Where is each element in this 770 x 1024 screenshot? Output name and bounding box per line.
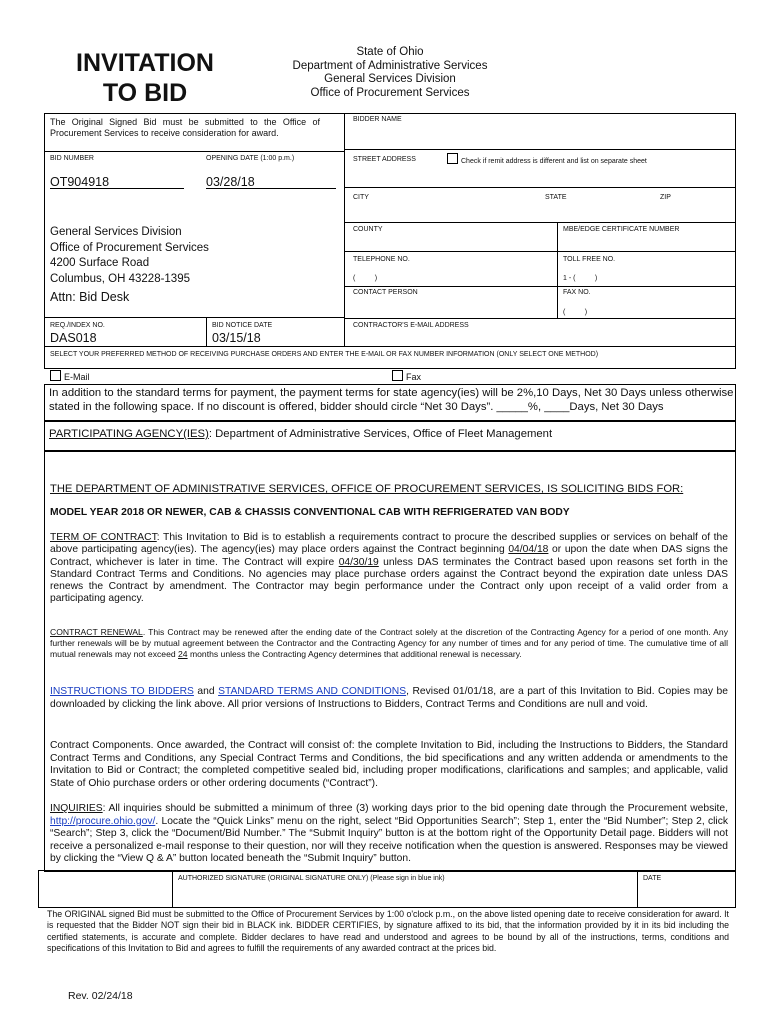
fax-method-checkbox[interactable]: Fax [392, 370, 421, 382]
contractor-email-field[interactable]: CONTRACTOR'S E-MAIL ADDRESS [353, 322, 469, 329]
bid-number: OT904918 [50, 175, 110, 189]
instructions-paragraph: INSTRUCTIONS TO BIDDERS and STANDARD TERMS AND CONDITIONS, Revised 01/01/18, are a part of this Invitation to Bid. Copies may be downloaded by clicking the link above. All prior versions of Instructions to Bidders, Contract Terms and Conditions are null and void. [50, 686, 728, 710]
street-address-field[interactable]: STREET ADDRESS [353, 156, 416, 163]
document-title: INVITATION TO BID [76, 49, 214, 107]
remit-address-checkbox[interactable]: Check if remit address is different and list on separate sheet [447, 153, 647, 165]
mailing-address: General Services Division Office of Procurement Services 4200 Surface Road Columbus, OH 43228-1395 [50, 226, 209, 285]
payment-terms: In addition to the standard terms for payment, the payment terms for state agency(ies) will be 2%,10 Days, Net 30 Days unless otherwise stated in the following space. If no discount is offered, bidder should circle “Net 30 Days”. _____%, ____Days, Net 30 Days [49, 387, 734, 413]
solicited-item: MODEL YEAR 2018 OR NEWER, CAB & CHASSIS CONVENTIONAL CAB WITH REFRIGERATED VAN BODY [50, 507, 570, 518]
req-index-value: DAS018 [50, 331, 97, 345]
bid-notice-label: BID NOTICE DATE [212, 322, 273, 329]
agency-header: State of Ohio Department of Administrative Services General Services Division Office of Procurement Services [292, 46, 488, 99]
inquiries-paragraph: INQUIRIES: All inquiries should be submitted a minimum of three (3) working days prior to the bid opening date through the Procurement website, http://procure.ohio.gov/. Locate the “Quick Links” menu on the right, select “Bid Opportunities Search”; Step 1, enter the “Bid Number”; Step 2, click “Search”; Step 3, click the “Document/Bid Number.” The “Submit Inquiry” button is at the bottom right of the Opportunity Detail page. Bidders will not receive a personalized e-mail response to their question, nor will they receive notification when the question is answered. Responses may be viewed by clicking the “View Q & A” button located beneath the “Submit Inquiry” button. [50, 803, 728, 864]
authorized-signature-field[interactable]: AUTHORIZED SIGNATURE (ORIGINAL SIGNATURE ONLY) (Please sign in blue ink) [178, 875, 445, 882]
bidder-name-field[interactable]: BIDDER NAME [353, 116, 402, 123]
checkbox-icon [392, 370, 403, 381]
receive-method-label: SELECT YOUR PREFERRED METHOD OF RECEIVING PURCHASE ORDERS AND ENTER THE E-MAIL OR FAX NUMBER INFORMATION (ONLY SELECT ONE METHOD) [50, 351, 599, 358]
fax-field[interactable]: FAX NO. [563, 289, 591, 296]
submission-note: The Original Signed Bid must be submitted to the Office of Procurement Services to receive consideration for award. [50, 117, 320, 138]
toll-free-area: 1 - ( ) [563, 275, 598, 282]
standard-terms-link[interactable]: STANDARD TERMS AND CONDITIONS [218, 686, 407, 697]
fax-area: ( ) [563, 309, 588, 316]
bid-notice-value: 03/15/18 [212, 331, 261, 345]
contract-renewal: CONTRACT RENEWAL. This Contract may be renewed after the ending date of the Contract solely at the discretion of the Contracting Agency for a period of one month. Any further renewals will be by mutual agreement between the Contractor and the Contracting Agency for any number of times and for any period of time. The cumulative time of all mutual renewals may not exceed 24 months unless the Contracting Agency determines that additional renewal is necessary. [50, 627, 728, 659]
zip-field[interactable]: ZIP [660, 194, 671, 201]
attn-line: Attn: Bid Desk [50, 290, 130, 304]
procurement-website-link[interactable]: http://procure.ohio.gov/ [50, 815, 156, 827]
email-method-checkbox[interactable]: E-Mail [50, 370, 90, 382]
opening-date-label: OPENING DATE (1:00 p.m.) [206, 155, 295, 162]
bid-number-label: BID NUMBER [50, 155, 94, 162]
term-of-contract: TERM OF CONTRACT: This Invitation to Bid is to establish a requirements contract to procure the described supplies or services on behalf of the above participating agency(ies). The agency(ies) may place orders against the Contract beginning 04/04/18 or upon the date when DAS signs the Contract, whichever is later in time. The Contract will expire 04/30/19 unless DAS terminates the Contract based upon reasons set forth in the Standard Contract Terms and Conditions. No agencies may place purchase orders against the Contract beyond the expiration date unless DAS renews the Contract by amendment. The Contractor may begin performance under the Contract only upon receipt of a valid order from a participating agency. [50, 532, 729, 605]
mbe-certificate-field[interactable]: MBE/EDGE CERTIFICATE NUMBER [563, 226, 680, 233]
contact-person-field[interactable]: CONTACT PERSON [353, 289, 418, 296]
county-field[interactable]: COUNTY [353, 226, 383, 233]
checkbox-icon [50, 370, 61, 381]
revision-date: Rev. 02/24/18 [68, 990, 133, 1002]
opening-date: 03/28/18 [206, 175, 255, 189]
participating-agency: PARTICIPATING AGENCY(IES): Department of Administrative Services, Office of Fleet Management [49, 428, 553, 440]
footer-certification: The ORIGINAL signed Bid must be submitted to the Office of Procurement Services by 1:00 o'clock p.m., on the above listed opening date to receive consideration for award. It is requested that the Bidder NOT sign their bid in BLACK ink. BIDDER CERTIFIES, by signature affixed to its bid, that the information provided by it in its bid including the certified statements, is accurate and complete. Bidder declares to have read and understood and agrees to be bound by all of the instructions, terms, conditions and specifications of this Invitation to Bid and agrees to fulfill the requirements of any awarded contract at the prices bid. [47, 909, 729, 953]
state-field[interactable]: STATE [545, 194, 567, 201]
telephone-area: ( ) [353, 275, 378, 282]
city-field[interactable]: CITY [353, 194, 369, 201]
signature-date-field[interactable]: DATE [643, 875, 662, 882]
telephone-field[interactable]: TELEPHONE NO. [353, 256, 410, 263]
instructions-link[interactable]: INSTRUCTIONS TO BIDDERS [50, 686, 194, 697]
req-index-label: REQ./INDEX NO. [50, 322, 105, 329]
checkbox-icon [447, 153, 458, 164]
soliciting-heading: THE DEPARTMENT OF ADMINISTRATIVE SERVICES, OFFICE OF PROCUREMENT SERVICES, IS SOLICITING BIDS FOR: [50, 483, 684, 495]
contract-components: Contract Components. Once awarded, the Contract will consist of: the complete Invitation to Bid, including the Instructions to Bidders, the Standard Contract Terms and Conditions, any Special Contract Terms and Conditions, the bid specifications and any written addenda or amendments to the Invitation to Bid or Contract; the completed competitive sealed bid, including proper modifications, clarifications and samples; and applicable, valid State of Ohio purchase orders or other ordering documents (“Contract”). [50, 740, 728, 789]
toll-free-field[interactable]: TOLL FREE NO. [563, 256, 616, 263]
